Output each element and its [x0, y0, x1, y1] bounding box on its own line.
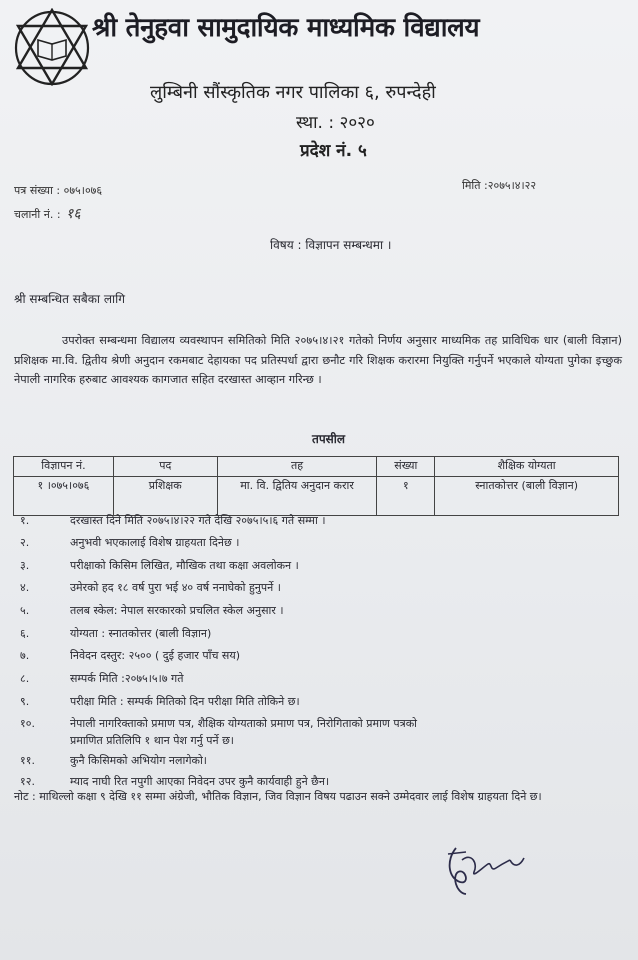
- table-cell: प्रशिक्षक: [113, 477, 217, 516]
- table-header-cell: शैक्षिक योग्यता: [435, 457, 619, 477]
- dispatch-label: चलानी नं. :: [14, 208, 61, 221]
- school-logo: [12, 8, 92, 86]
- province-number: प्रदेश नं. ५: [300, 141, 367, 161]
- table-header-cell: विज्ञापन नं.: [14, 457, 114, 477]
- salutation: श्री सम्बन्धित सबैका लागि: [14, 292, 125, 306]
- table-cell: स्नातकोत्तर (बाली विज्ञान): [435, 477, 619, 516]
- body-paragraph: उपरोक्त सम्बन्धमा विद्यालय व्यवस्थापन समितिको मिति २०७५।४।२१ गतेको निर्णय अनुसार माध्यमिक तह प्राविधिक धार (बाली विज्ञान) प्रशिक्षक मा.वि. द्वितीय श्रेणी अनुदान रकमबाट देहायका पद प्रतिस्पर्धा द्वारा छनौट गरि शिक्षक करारमा नियुक्ति गर्नुपर्ने भएकाले योग्यता पुगेका इच्छुक नेपाली नागरिक हरुबाट आवश्यक कागजात सहित दरखास्त आव्हान गरिन्छ ।: [14, 334, 622, 386]
- letter-date: मिति :२०७५।४।२२: [462, 179, 537, 192]
- table-header-row: [14, 457, 619, 477]
- school-address: लुम्बिनी सौंस्कृतिक नगर पालिका ६, रुपन्देही: [150, 82, 436, 103]
- details-title: तपसील: [312, 432, 346, 446]
- vacancy-table: [13, 456, 619, 516]
- table-header-cell: पद: [113, 457, 217, 477]
- established-year: स्था. : २०२०: [296, 113, 375, 133]
- subject-line: विषय : विज्ञापन सम्बन्धमा ।: [270, 238, 392, 252]
- table-header-cell: तह: [217, 457, 377, 477]
- letter-page: श्री तेनुहवा सामुदायिक माध्यमिक विद्यालय लुम्बिनी सौंस्कृतिक नगर पालिका ६, रुपन्देही स्था. : २०२० प्रदेश नं. ५ पत्र संख्या : ०७५।०७६ चलानी नं. : १६ मिति :२०७५।४।२२ विषय : विज्ञापन सम्बन्धमा । श्री सम्बन्धित सबैका लागि उपरोक्त सम्बन्धमा विद्यालय व्यवस्थापन समितिको मिति २०७५।४।२१ गतेको निर्णय अनुसार माध्यमिक तह प्राविधिक धार (बाली विज्ञान) प्रशिक्षक मा.वि. द्वितीय श्रेणी अनुदान रकमबाट देहायका पद प्रतिस्पर्धा द्वारा छनौट गरि शिक्षक करारमा नियुक्ति गर्नुपर्ने भएकाले योग्यता पुगेका इच्छुक नेपाली नागरिक हरुबाट आवश्यक कागजात सहित दरखास्त आव्हान गरिन्छ । तपसील विज्ञापन नं. पद तह संख्या शैक्षिक योग्यता १ ।०७५।०७६ प्रशिक्षक मा. वि. द्वितिय अनुदान करार १ स्नातकोत्तर (बाली विज्ञान) १. दरखास्त दिने मिति २०७५।४।२२ गते देखि २०७५।५।६ गते सम्मा । २. अनुभवी भएकालाई विशेष ग्राहयता दिनेछ । ३. परीक्षाको किसिम लिखित, मौखिक तथा कक्षा अवलोकन । ४. उमेरको हद १८ वर्ष पुरा भई ४० वर्ष ननाघेको हुनुपर्ने । ५. तलब स्केल: नेपाल सरकारको प्रचलित स्केल अनुसार । ६. योग्यता : स्नातकोत्तर (बाली विज्ञान) ७. निवेदन दस्तुर: २५०० ( दुई हजार पाँच सय) ८. सम्पर्क मिति :२०७५।५।७ गते ९. परीक्षा मिति : सम्पर्क मितिको दिन परीक्षा मिति तोकिने छ। १०. नेपाली नागरिक्ताको प्रमाण पत्र, शैक्षिक योग्यताको प्रमाण पत्र, निरोगिताको प्रमाण पत्रको प्रमाणित प्रतिलिपि १ थान पेश गर्नु पर्ने छ। ११. कुनै किसिमको अभियोग नलागेको। १२. म्याद नाघी रित नपुगी आएका निवेदन उपर कुनै कार्यवाही हुने छैन। नोट : माथिल्लो कक्षा ९ देखि ११ सम्मा अंग्रेजी, भौतिक विज्ञान, जिव विज्ञान विषय पढाउन सक्ने उम्मेदवार लाई विशेष ग्राहयता दिने छ।: [0, 0, 638, 960]
- table-header-cell: संख्या: [377, 457, 435, 477]
- table-cell: मा. वि. द्वितिय अनुदान करार: [217, 477, 377, 516]
- dispatch-value: १६: [66, 206, 81, 222]
- note-text: नोट : माथिल्लो कक्षा ९ देखि ११ सम्मा अंग्रेजी, भौतिक विज्ञान, जिव विज्ञान विषय पढाउन सक्ने उम्मेदवार लाई विशेष ग्राहयता दिने छ।: [14, 790, 542, 803]
- table-row: [14, 477, 619, 516]
- dispatch-number: [14, 204, 81, 223]
- table-cell: १: [377, 477, 435, 516]
- reference-number: पत्र संख्या : ०७५।०७६: [14, 184, 103, 197]
- signature: [426, 838, 546, 898]
- table-cell: १ ।०७५।०७६: [14, 477, 114, 516]
- list-item-continuation: प्रमाणित प्रतिलिपि १ थान पेश गर्नु पर्ने छ।: [70, 734, 234, 747]
- school-name: श्री तेनुहवा सामुदायिक माध्यमिक विद्यालय: [92, 13, 480, 43]
